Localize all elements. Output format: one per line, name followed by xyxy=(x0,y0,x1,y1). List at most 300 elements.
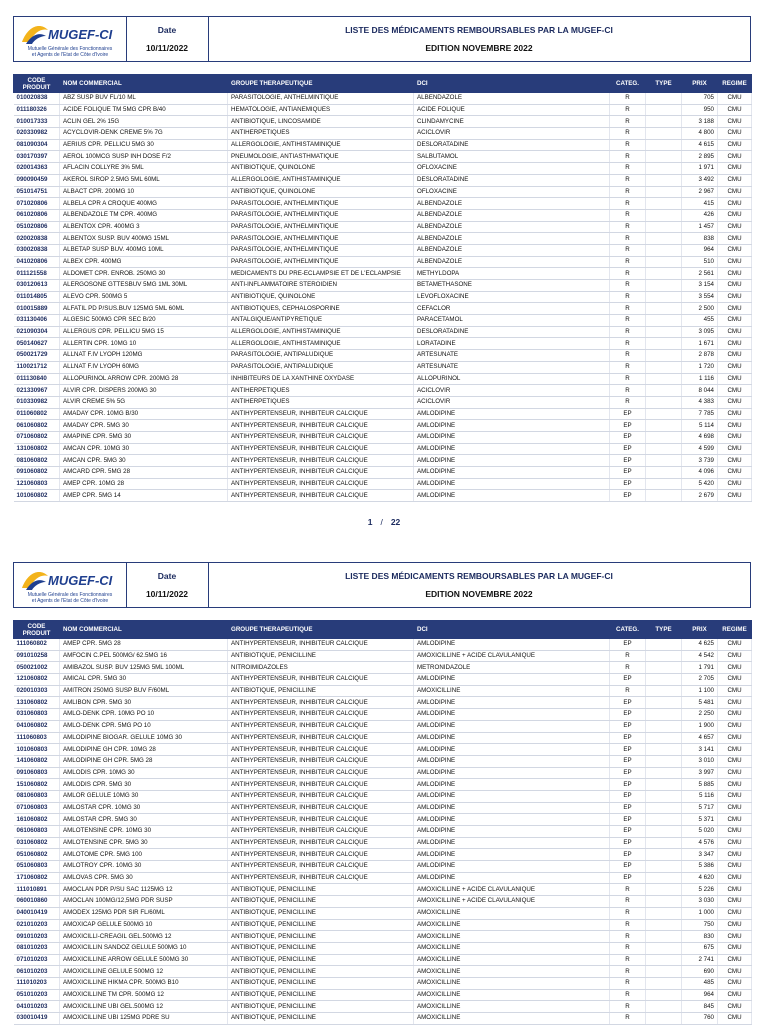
cell-type xyxy=(646,814,682,826)
table-row xyxy=(14,350,752,362)
cell-groupe: ANTIBIOTIQUE, PENICILLINE xyxy=(228,989,414,1001)
cell-code: 061060802 xyxy=(14,420,60,432)
cell-dci: AMOXICILLINE xyxy=(414,942,610,954)
cell-type xyxy=(646,942,682,954)
table-row xyxy=(14,989,752,1001)
cell-regime: CMU xyxy=(718,685,752,697)
cell-code: 051060803 xyxy=(14,861,60,873)
table-row xyxy=(14,674,752,686)
cell-categ: R xyxy=(610,373,646,385)
cell-dci: AMLODIPINE xyxy=(414,478,610,490)
cell-prix: 3 154 xyxy=(682,280,718,292)
cell-nom: AMOXICILLINE HIKMA CPR. 500MG B10 xyxy=(60,977,228,989)
cell-code: 020020838 xyxy=(14,233,60,245)
cell-categ: EP xyxy=(610,455,646,467)
cell-code: 031060803 xyxy=(14,709,60,721)
table-row xyxy=(14,650,752,662)
cell-regime: CMU xyxy=(718,373,752,385)
cell-groupe: ANTIBIOTIQUE, PENICILLINE xyxy=(228,884,414,896)
cell-groupe: ANTALGIQUE/ANTIPYRETIQUE xyxy=(228,315,414,327)
cell-type xyxy=(646,989,682,1001)
cell-groupe: ANTIBIOTIQUE, PENICILLINE xyxy=(228,954,414,966)
cell-prix: 3 347 xyxy=(682,849,718,861)
cell-prix: 7 785 xyxy=(682,408,718,420)
cell-prix: 4 542 xyxy=(682,650,718,662)
cell-dci: AMOXICILLINE xyxy=(414,685,610,697)
cell-type xyxy=(646,396,682,408)
medication-table xyxy=(13,74,752,502)
table-row xyxy=(14,291,752,303)
cell-groupe: ANTIHYPERTENSEUR, INHIBITEUR CALCIQUE xyxy=(228,790,414,802)
cell-nom: AMCARD CPR. 5MG 28 xyxy=(60,467,228,479)
cell-categ: EP xyxy=(610,709,646,721)
cell-code: 071010203 xyxy=(14,954,60,966)
cell-groupe: ANTIHYPERTENSEUR, INHIBITEUR CALCIQUE xyxy=(228,826,414,838)
cell-type xyxy=(646,779,682,791)
cell-nom: ACYCLOVIR-DENK CREME 5% 7G xyxy=(60,128,228,140)
cell-dci: AMLODIPINE xyxy=(414,861,610,873)
cell-prix: 705 xyxy=(682,93,718,105)
cell-categ: EP xyxy=(610,639,646,651)
cell-regime: CMU xyxy=(718,779,752,791)
cell-prix: 5 371 xyxy=(682,814,718,826)
cell-groupe: ANTIHYPERTENSEUR, INHIBITEUR CALCIQUE xyxy=(228,478,414,490)
cell-regime: CMU xyxy=(718,268,752,280)
cell-prix: 485 xyxy=(682,977,718,989)
cell-groupe: PARASITOLOGIE, ANTHELMINTIQUE xyxy=(228,244,414,256)
cell-prix: 675 xyxy=(682,942,718,954)
cell-dci: ALBENDAZOLE xyxy=(414,244,610,256)
cell-nom: ALLOPURINOL ARROW CPR. 200MG 28 xyxy=(60,373,228,385)
cell-nom: ALBACT CPR. 200MG 10 xyxy=(60,186,228,198)
cell-nom: ALBENTOX CPR. 400MG 3 xyxy=(60,221,228,233)
cell-regime: CMU xyxy=(718,861,752,873)
cell-categ: R xyxy=(610,884,646,896)
page-header xyxy=(13,562,751,608)
cell-dci: OFLOXACINE xyxy=(414,163,610,175)
cell-categ: EP xyxy=(610,408,646,420)
svg-text:MUGEF-CI: MUGEF-CI xyxy=(48,27,113,42)
cell-prix: 415 xyxy=(682,198,718,210)
cell-dci: AMLODIPINE xyxy=(414,826,610,838)
cell-dci: AMOXICILLINE xyxy=(414,966,610,978)
cell-prix: 1 671 xyxy=(682,338,718,350)
cell-prix: 750 xyxy=(682,919,718,931)
cell-groupe: ANTIHYPERTENSEUR, INHIBITEUR CALCIQUE xyxy=(228,467,414,479)
page-header xyxy=(13,16,751,62)
logo-subtitle-line1: Mutuelle Générale des Fonctionnaires xyxy=(27,46,113,52)
cell-type xyxy=(646,408,682,420)
cell-code: 061020806 xyxy=(14,209,60,221)
table-header-row xyxy=(14,621,752,639)
cell-groupe: ANTIBIOTIQUES, CEPHALOSPORINE xyxy=(228,303,414,315)
table-row xyxy=(14,373,752,385)
document-title: LISTE DES MÉDICAMENTS REMBOURSABLES PAR LA MUGEF-CI xyxy=(345,571,613,581)
title-block xyxy=(208,17,750,61)
cell-groupe: ANTIBIOTIQUE, QUINOLONE xyxy=(228,163,414,175)
cell-code: 091060803 xyxy=(14,767,60,779)
cell-groupe: ANTIBIOTIQUE, PENICILLINE xyxy=(228,1001,414,1013)
col-dci: DCI xyxy=(414,621,610,639)
cell-code: 050140627 xyxy=(14,338,60,350)
cell-dci: ALBENDAZOLE xyxy=(414,209,610,221)
cell-code: 091010203 xyxy=(14,931,60,943)
cell-nom: ALDOMET CPR. ENROB. 250MG 30 xyxy=(60,268,228,280)
cell-nom: ALLNAT F.IV LYOPH 120MG xyxy=(60,350,228,362)
cell-type xyxy=(646,361,682,373)
cell-prix: 964 xyxy=(682,989,718,1001)
cell-dci: CLINDAMYCINE xyxy=(414,116,610,128)
cell-regime: CMU xyxy=(718,697,752,709)
cell-regime: CMU xyxy=(718,919,752,931)
cell-dci: CEFACLOR xyxy=(414,303,610,315)
cell-code: 071020806 xyxy=(14,198,60,210)
cell-nom: AMLOR GELULE 10MG 30 xyxy=(60,790,228,802)
cell-code: 141060802 xyxy=(14,755,60,767)
cell-nom: AMLOVAS CPR. 5MG 30 xyxy=(60,872,228,884)
table-row xyxy=(14,790,752,802)
cell-prix: 950 xyxy=(682,104,718,116)
cell-categ: R xyxy=(610,256,646,268)
cell-type xyxy=(646,896,682,908)
cell-nom: AMLOTROY CPR. 10MG 30 xyxy=(60,861,228,873)
cell-categ: R xyxy=(610,116,646,128)
cell-dci: AMLODIPINE xyxy=(414,872,610,884)
cell-categ: EP xyxy=(610,720,646,732)
cell-nom: ACIDE FOLIQUE TM 5MG CPR B/40 xyxy=(60,104,228,116)
cell-regime: CMU xyxy=(718,1013,752,1025)
table-row xyxy=(14,443,752,455)
cell-code: 051020806 xyxy=(14,221,60,233)
cell-prix: 1 116 xyxy=(682,373,718,385)
cell-regime: CMU xyxy=(718,849,752,861)
cell-code: 050021729 xyxy=(14,350,60,362)
cell-regime: CMU xyxy=(718,907,752,919)
cell-groupe: ANTIHYPERTENSEUR, INHIBITEUR CALCIQUE xyxy=(228,767,414,779)
cell-categ: R xyxy=(610,966,646,978)
cell-categ: EP xyxy=(610,744,646,756)
table-row xyxy=(14,849,752,861)
cell-regime: CMU xyxy=(718,431,752,443)
cell-dci: AMOXICILLINE xyxy=(414,1013,610,1025)
cell-nom: AMLO-DENK CPR. 10MG PO 10 xyxy=(60,709,228,721)
cell-nom: ACLIN GEL 2% 15G xyxy=(60,116,228,128)
cell-regime: CMU xyxy=(718,455,752,467)
cell-prix: 5 020 xyxy=(682,826,718,838)
table-row xyxy=(14,174,752,186)
cell-prix: 5 481 xyxy=(682,697,718,709)
cell-regime: CMU xyxy=(718,128,752,140)
cell-code: 010330982 xyxy=(14,396,60,408)
cell-categ: R xyxy=(610,93,646,105)
cell-type xyxy=(646,151,682,163)
cell-prix: 1 000 xyxy=(682,907,718,919)
cell-groupe: ALLERGOLOGIE, ANTIHISTAMINIQUE xyxy=(228,174,414,186)
cell-nom: AMOXICILLIN SANDOZ GELULE 500MG 10 xyxy=(60,942,228,954)
cell-categ: R xyxy=(610,163,646,175)
cell-dci: AMLODIPINE xyxy=(414,744,610,756)
cell-categ: R xyxy=(610,977,646,989)
cell-code: 041020806 xyxy=(14,256,60,268)
col-categ: CATEG. xyxy=(610,75,646,93)
cell-regime: CMU xyxy=(718,942,752,954)
cell-nom: ALLNAT F.IV LYOPH 60MG xyxy=(60,361,228,373)
col-code: CODE PRODUIT xyxy=(14,75,60,93)
cell-dci: SALBUTAMOL xyxy=(414,151,610,163)
cell-type xyxy=(646,338,682,350)
cell-code: 081010203 xyxy=(14,942,60,954)
cell-categ: EP xyxy=(610,826,646,838)
cell-code: 040010419 xyxy=(14,907,60,919)
cell-regime: CMU xyxy=(718,467,752,479)
cell-categ: EP xyxy=(610,861,646,873)
cell-prix: 4 096 xyxy=(682,467,718,479)
cell-categ: R xyxy=(610,385,646,397)
cell-code: 071060803 xyxy=(14,802,60,814)
cell-type xyxy=(646,478,682,490)
page-current: 1 xyxy=(367,517,373,527)
cell-prix: 3 095 xyxy=(682,326,718,338)
cell-nom: ALBENDAZOLE TM CPR. 400MG xyxy=(60,209,228,221)
table-row xyxy=(14,198,752,210)
cell-nom: AFLACIN COLLYRE 3% 5ML xyxy=(60,163,228,175)
table-row xyxy=(14,884,752,896)
cell-code: 111010203 xyxy=(14,977,60,989)
cell-prix: 2 500 xyxy=(682,303,718,315)
cell-categ: R xyxy=(610,280,646,292)
cell-groupe: ANTIHYPERTENSEUR, INHIBITEUR CALCIQUE xyxy=(228,490,414,502)
cell-categ: R xyxy=(610,268,646,280)
cell-nom: AMOXICILLINE UBI GEL.500MG 12 xyxy=(60,1001,228,1013)
medication-table xyxy=(13,620,752,1025)
edition-label: EDITION NOVEMBRE 2022 xyxy=(425,589,533,599)
cell-code: 121060803 xyxy=(14,478,60,490)
page-indicator xyxy=(0,517,768,527)
cell-prix: 5 386 xyxy=(682,861,718,873)
cell-code: 041060802 xyxy=(14,720,60,732)
table-row xyxy=(14,767,752,779)
cell-dci: ALLOPURINOL xyxy=(414,373,610,385)
table-row xyxy=(14,467,752,479)
cell-groupe: HEMATOLOGIE, ANTIANEMIQUES xyxy=(228,104,414,116)
cell-prix: 5 114 xyxy=(682,420,718,432)
cell-dci: AMLODIPINE xyxy=(414,767,610,779)
cell-type xyxy=(646,128,682,140)
cell-groupe: PARASITOLOGIE, ANTHELMINTIQUE xyxy=(228,221,414,233)
cell-regime: CMU xyxy=(718,291,752,303)
cell-prix: 4 383 xyxy=(682,396,718,408)
cell-dci: AMLODIPINE xyxy=(414,420,610,432)
cell-code: 011130840 xyxy=(14,373,60,385)
table-row xyxy=(14,966,752,978)
cell-nom: AMEP CPR. 10MG 28 xyxy=(60,478,228,490)
cell-groupe: ANTIHYPERTENSEUR, INHIBITEUR CALCIQUE xyxy=(228,779,414,791)
cell-groupe: ANTIHYPERTENSEUR, INHIBITEUR CALCIQUE xyxy=(228,755,414,767)
cell-prix: 2 250 xyxy=(682,709,718,721)
cell-dci: OFLOXACINE xyxy=(414,186,610,198)
cell-categ: R xyxy=(610,662,646,674)
cell-type xyxy=(646,662,682,674)
cell-categ: EP xyxy=(610,779,646,791)
cell-code: 081060803 xyxy=(14,790,60,802)
cell-code: 061010203 xyxy=(14,966,60,978)
cell-type xyxy=(646,174,682,186)
date-value: 10/11/2022 xyxy=(145,589,189,599)
cell-type xyxy=(646,467,682,479)
cell-nom: AMLODIPINE BIOGAR. GELULE 10MG 30 xyxy=(60,732,228,744)
cell-regime: CMU xyxy=(718,385,752,397)
cell-dci: BETAMETHASONE xyxy=(414,280,610,292)
cell-code: 020010303 xyxy=(14,685,60,697)
col-groupe: GROUPE THERAPEUTIQUE xyxy=(228,621,414,639)
cell-prix: 5 885 xyxy=(682,779,718,791)
cell-categ: EP xyxy=(610,431,646,443)
cell-nom: AMOXICAP GELULE 500MG 10 xyxy=(60,919,228,931)
cell-categ: EP xyxy=(610,467,646,479)
cell-dci: ARTESUNATE xyxy=(414,361,610,373)
cell-groupe: ANTIBIOTIQUE, PENICILLINE xyxy=(228,1013,414,1025)
date-label: Date xyxy=(157,571,177,581)
cell-regime: CMU xyxy=(718,396,752,408)
cell-regime: CMU xyxy=(718,408,752,420)
cell-nom: AMFOCIN C.PEL 500MG/ 62.5MG 16 xyxy=(60,650,228,662)
cell-code: 030170397 xyxy=(14,151,60,163)
cell-nom: AMICAL CPR. 5MG 30 xyxy=(60,674,228,686)
cell-nom: ALLERTIN CPR. 10MG 10 xyxy=(60,338,228,350)
col-type: TYPE xyxy=(646,621,682,639)
cell-nom: ALBEX CPR. 400MG xyxy=(60,256,228,268)
cell-nom: AMOXICILLINE UBI 125MG PDRE SU xyxy=(60,1013,228,1025)
cell-nom: ALBENTOX SUSP. BUV 400MG 15ML xyxy=(60,233,228,245)
cell-prix: 426 xyxy=(682,209,718,221)
cell-groupe: ALLERGOLOGIE, ANTIHISTAMINIQUE xyxy=(228,139,414,151)
cell-groupe: MEDICAMENTS DU PRE-ECLAMPSIE ET DE L'ECLAMPSIE xyxy=(228,268,414,280)
cell-type xyxy=(646,455,682,467)
cell-regime: CMU xyxy=(718,884,752,896)
cell-dci: DESLORATADINE xyxy=(414,326,610,338)
cell-dci: AMLODIPINE xyxy=(414,408,610,420)
cell-nom: AMOXICILLI-CREAGIL GEL.500MG 12 xyxy=(60,931,228,943)
cell-dci: ACICLOVIR xyxy=(414,128,610,140)
cell-groupe: ANTIHYPERTENSEUR, INHIBITEUR CALCIQUE xyxy=(228,861,414,873)
cell-categ: R xyxy=(610,896,646,908)
cell-categ: R xyxy=(610,303,646,315)
document-page-2 xyxy=(13,562,751,1022)
cell-dci: AMOXICILLINE xyxy=(414,907,610,919)
cell-prix: 2 967 xyxy=(682,186,718,198)
cell-type xyxy=(646,373,682,385)
cell-categ: EP xyxy=(610,837,646,849)
cell-regime: CMU xyxy=(718,244,752,256)
cell-type xyxy=(646,326,682,338)
cell-prix: 8 044 xyxy=(682,385,718,397)
cell-dci: PARACETAMOL xyxy=(414,315,610,327)
cell-prix: 3 141 xyxy=(682,744,718,756)
cell-dci: AMLODIPINE xyxy=(414,674,610,686)
cell-nom: AMAPINE CPR. 5MG 30 xyxy=(60,431,228,443)
table-row xyxy=(14,420,752,432)
cell-regime: CMU xyxy=(718,233,752,245)
cell-regime: CMU xyxy=(718,989,752,1001)
cell-groupe: NITROIMIDAZOLES xyxy=(228,662,414,674)
table-row xyxy=(14,709,752,721)
cell-prix: 1 100 xyxy=(682,685,718,697)
cell-dci: AMLODIPINE xyxy=(414,639,610,651)
cell-groupe: ANTIHYPERTENSEUR, INHIBITEUR CALCIQUE xyxy=(228,802,414,814)
cell-type xyxy=(646,163,682,175)
logo-subtitle-line1: Mutuelle Générale des Fonctionnaires xyxy=(27,592,113,598)
cell-categ: EP xyxy=(610,478,646,490)
cell-type xyxy=(646,350,682,362)
cell-code: 171060802 xyxy=(14,872,60,884)
cell-dci: AMLODIPINE xyxy=(414,802,610,814)
cell-type xyxy=(646,280,682,292)
cell-groupe: PARASITOLOGIE, ANTHELMINTIQUE xyxy=(228,233,414,245)
table-row xyxy=(14,280,752,292)
cell-dci: ALBENDAZOLE xyxy=(414,198,610,210)
cell-dci: AMLODIPINE xyxy=(414,709,610,721)
cell-groupe: ANTIBIOTIQUE, PENICILLINE xyxy=(228,907,414,919)
cell-categ: R xyxy=(610,361,646,373)
col-type: TYPE xyxy=(646,75,682,93)
cell-groupe: ANTIHYPERTENSEUR, INHIBITEUR CALCIQUE xyxy=(228,455,414,467)
cell-groupe: ANTIHYPERTENSEUR, INHIBITEUR CALCIQUE xyxy=(228,872,414,884)
cell-code: 020014363 xyxy=(14,163,60,175)
cell-type xyxy=(646,907,682,919)
cell-code: 020330982 xyxy=(14,128,60,140)
page-total: 22 xyxy=(390,517,401,527)
table-row xyxy=(14,93,752,105)
col-regime: REGIME xyxy=(718,621,752,639)
cell-regime: CMU xyxy=(718,116,752,128)
cell-groupe: PARASITOLOGIE, ANTHELMINTIQUE xyxy=(228,256,414,268)
cell-type xyxy=(646,209,682,221)
cell-dci: AMLODIPINE xyxy=(414,455,610,467)
table-row xyxy=(14,326,752,338)
cell-categ: R xyxy=(610,315,646,327)
cell-nom: AMEP CPR. 5MG 28 xyxy=(60,639,228,651)
cell-nom: AMEP CPR. 5MG 14 xyxy=(60,490,228,502)
cell-code: 111060803 xyxy=(14,732,60,744)
cell-groupe: ANTIBIOTIQUE, PENICILLINE xyxy=(228,896,414,908)
table-row xyxy=(14,744,752,756)
table-row xyxy=(14,919,752,931)
cell-prix: 2 705 xyxy=(682,674,718,686)
table-row xyxy=(14,104,752,116)
cell-code: 111060802 xyxy=(14,639,60,651)
cell-prix: 1 720 xyxy=(682,361,718,373)
cell-dci: AMOXICILLINE xyxy=(414,1001,610,1013)
cell-categ: R xyxy=(610,338,646,350)
cell-categ: EP xyxy=(610,790,646,802)
cell-dci: AMLODIPINE xyxy=(414,431,610,443)
table-row xyxy=(14,268,752,280)
cell-code: 010015889 xyxy=(14,303,60,315)
col-categ: CATEG. xyxy=(610,621,646,639)
cell-code: 131060802 xyxy=(14,697,60,709)
cell-groupe: ANTIHERPETIQUES xyxy=(228,396,414,408)
cell-regime: CMU xyxy=(718,151,752,163)
cell-categ: R xyxy=(610,1013,646,1025)
table-row xyxy=(14,931,752,943)
cell-nom: ALGESIC 500MG CPR SEC B/20 xyxy=(60,315,228,327)
cell-type xyxy=(646,650,682,662)
cell-dci: AMLODIPINE xyxy=(414,837,610,849)
cell-dci: LEVOFLOXACINE xyxy=(414,291,610,303)
table-row xyxy=(14,826,752,838)
cell-prix: 2 561 xyxy=(682,268,718,280)
cell-dci: METHYLDOPA xyxy=(414,268,610,280)
